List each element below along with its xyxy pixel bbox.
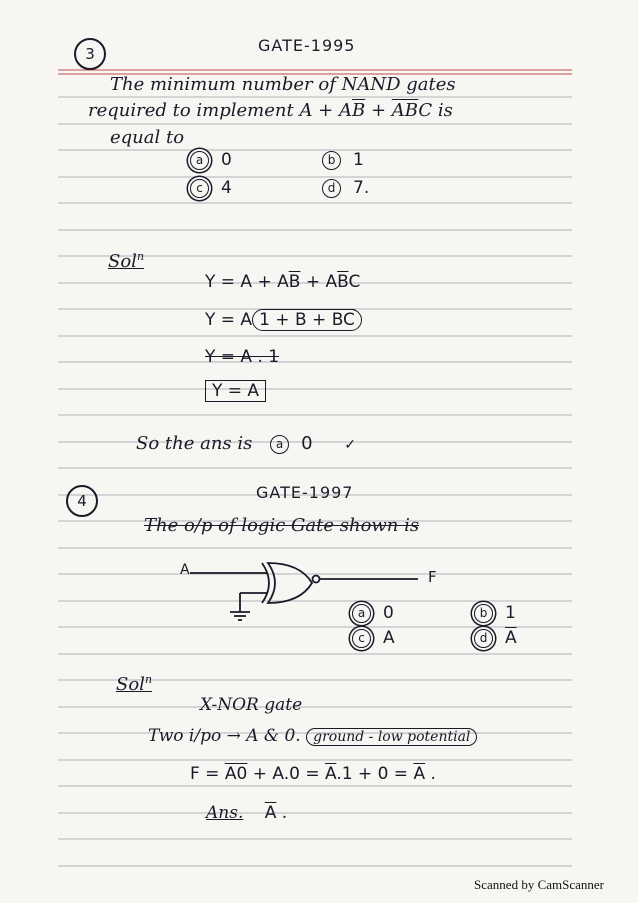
sol3-eq1-c: + A (300, 272, 338, 292)
scanner-watermark: Scanned by CamScanner (474, 877, 604, 892)
solution-3-equation-1 (205, 272, 360, 292)
sol4-heading-text: Sol (116, 674, 145, 695)
q3-l2-part-b: $\overline{B}$ (351, 100, 366, 121)
sol3-answer-text: So the ans is (136, 433, 253, 454)
question-3-line-1: The minimum number of NAND gates (110, 74, 456, 95)
sol4-heading-sup: n (144, 673, 153, 686)
sol4-l4-a: Ans. (206, 803, 244, 823)
sol3-eq1-e: C (348, 272, 361, 292)
option-value-b: 1 (505, 603, 516, 623)
solution-3-heading (108, 250, 144, 272)
sol4-l3-d: + A.0 = (247, 764, 325, 784)
q3-l2-part-a: required to implement A + A (88, 100, 352, 121)
sol4-l3-h: . (425, 764, 436, 784)
sol4-l4-c: . (276, 803, 288, 823)
question-3-number (74, 38, 106, 70)
question-4-title: GATE-1997 (256, 483, 354, 502)
option-value-c: 4 (221, 178, 232, 198)
option-letter-c: c (352, 629, 371, 648)
option-letter-b: b (474, 604, 493, 623)
option-letter-a: a (190, 151, 209, 170)
gate-output-label: F (428, 568, 437, 586)
sol3-eq2-b: 1 + (259, 310, 295, 330)
sol4-l3-g: $\overline{A}$ (413, 764, 426, 784)
q3-option-a[interactable] (190, 150, 232, 170)
question-4-number-text: 4 (77, 492, 87, 510)
gate-input-label: A (180, 562, 190, 578)
question-3-title: GATE-1995 (258, 36, 356, 55)
q3-option-c[interactable] (190, 178, 232, 198)
solution-3-equation-2 (205, 310, 362, 330)
q3-option-d[interactable] (322, 178, 369, 198)
q3-l2-part-d: $\overline{AB}$ (391, 100, 419, 121)
question-3-line-3: equal to (110, 127, 185, 148)
option-letter-d: d (322, 179, 341, 198)
solution-4-line-3 (190, 764, 436, 784)
question-4-text: The o/p of logic Gate shown is (144, 515, 420, 536)
option-value-d: $\overline{A}$ (505, 628, 517, 648)
tick-icon: ✓ (344, 437, 357, 453)
sol3-heading-text: Sol (108, 251, 137, 272)
sol3-eq2-e: $\overline{BC}$ (331, 310, 355, 330)
q4-option-a[interactable] (352, 603, 394, 623)
sol3-eq2-c: $\overline{B}$ (294, 310, 307, 330)
option-letter-a: a (352, 604, 371, 623)
option-letter-c: c (190, 179, 209, 198)
q3-l2-part-f: is (432, 100, 453, 121)
option-value-a: 0 (383, 603, 394, 623)
sol4-l3-a: F = (190, 764, 225, 784)
option-letter-d: d (474, 629, 493, 648)
option-value-b: 1 (353, 150, 364, 170)
sol3-answer-letter: a (270, 435, 289, 454)
q4-option-c[interactable] (352, 628, 395, 648)
option-letter-b: b (322, 151, 341, 170)
q4-option-d[interactable] (474, 628, 517, 648)
sol4-l4-b: $\overline{A}$ (264, 803, 277, 823)
solution-4-line-4 (206, 803, 287, 823)
sol4-l3-b: $\overline{A}$ (224, 764, 237, 784)
sol4-l2-b: ground - low potential (306, 728, 477, 746)
option-value-a: 0 (221, 150, 232, 170)
sol3-eq1-a: Y = A + A (205, 272, 289, 292)
sol3-eq2-a: Y = A (205, 310, 253, 330)
sol4-l2-a: Two i/po → A & 0. (148, 726, 301, 746)
solution-4-line-2 (148, 726, 477, 746)
sol3-eq2-d: + (306, 310, 332, 330)
q3-option-b[interactable] (322, 150, 364, 170)
solution-4-line-1: X-NOR gate (200, 695, 303, 715)
solution-3-answer (136, 433, 356, 454)
solution-3-equation-4 (205, 381, 266, 401)
solution-3-equation-3: Y = A . 1 (205, 347, 280, 367)
option-value-d: 7. (353, 178, 370, 198)
sol3-eq2-bracket (252, 309, 362, 331)
sol3-eq4-boxed: Y = A (205, 380, 266, 402)
q3-l2-part-e: C (418, 100, 433, 121)
q3-l2-part-c: + (365, 100, 392, 121)
sol3-eq1-b: $\overline{B}$ (288, 272, 301, 292)
q4-option-b[interactable] (474, 603, 516, 623)
sol4-l3-f: .1 + 0 = (336, 764, 414, 784)
question-4-number (66, 485, 98, 517)
question-3-number-text: 3 (85, 45, 95, 63)
sol3-eq1-d: $\overline{B}$ (337, 272, 349, 292)
sol3-heading-sup: n (136, 250, 145, 263)
sol3-answer-value: 0 (301, 433, 313, 454)
sol4-l3-c: 0 (236, 764, 248, 784)
question-3-line-2 (88, 100, 453, 121)
sol4-l3-e: $\overline{A}$ (324, 764, 337, 784)
solution-4-heading (116, 673, 152, 695)
option-value-c: A (383, 628, 395, 648)
